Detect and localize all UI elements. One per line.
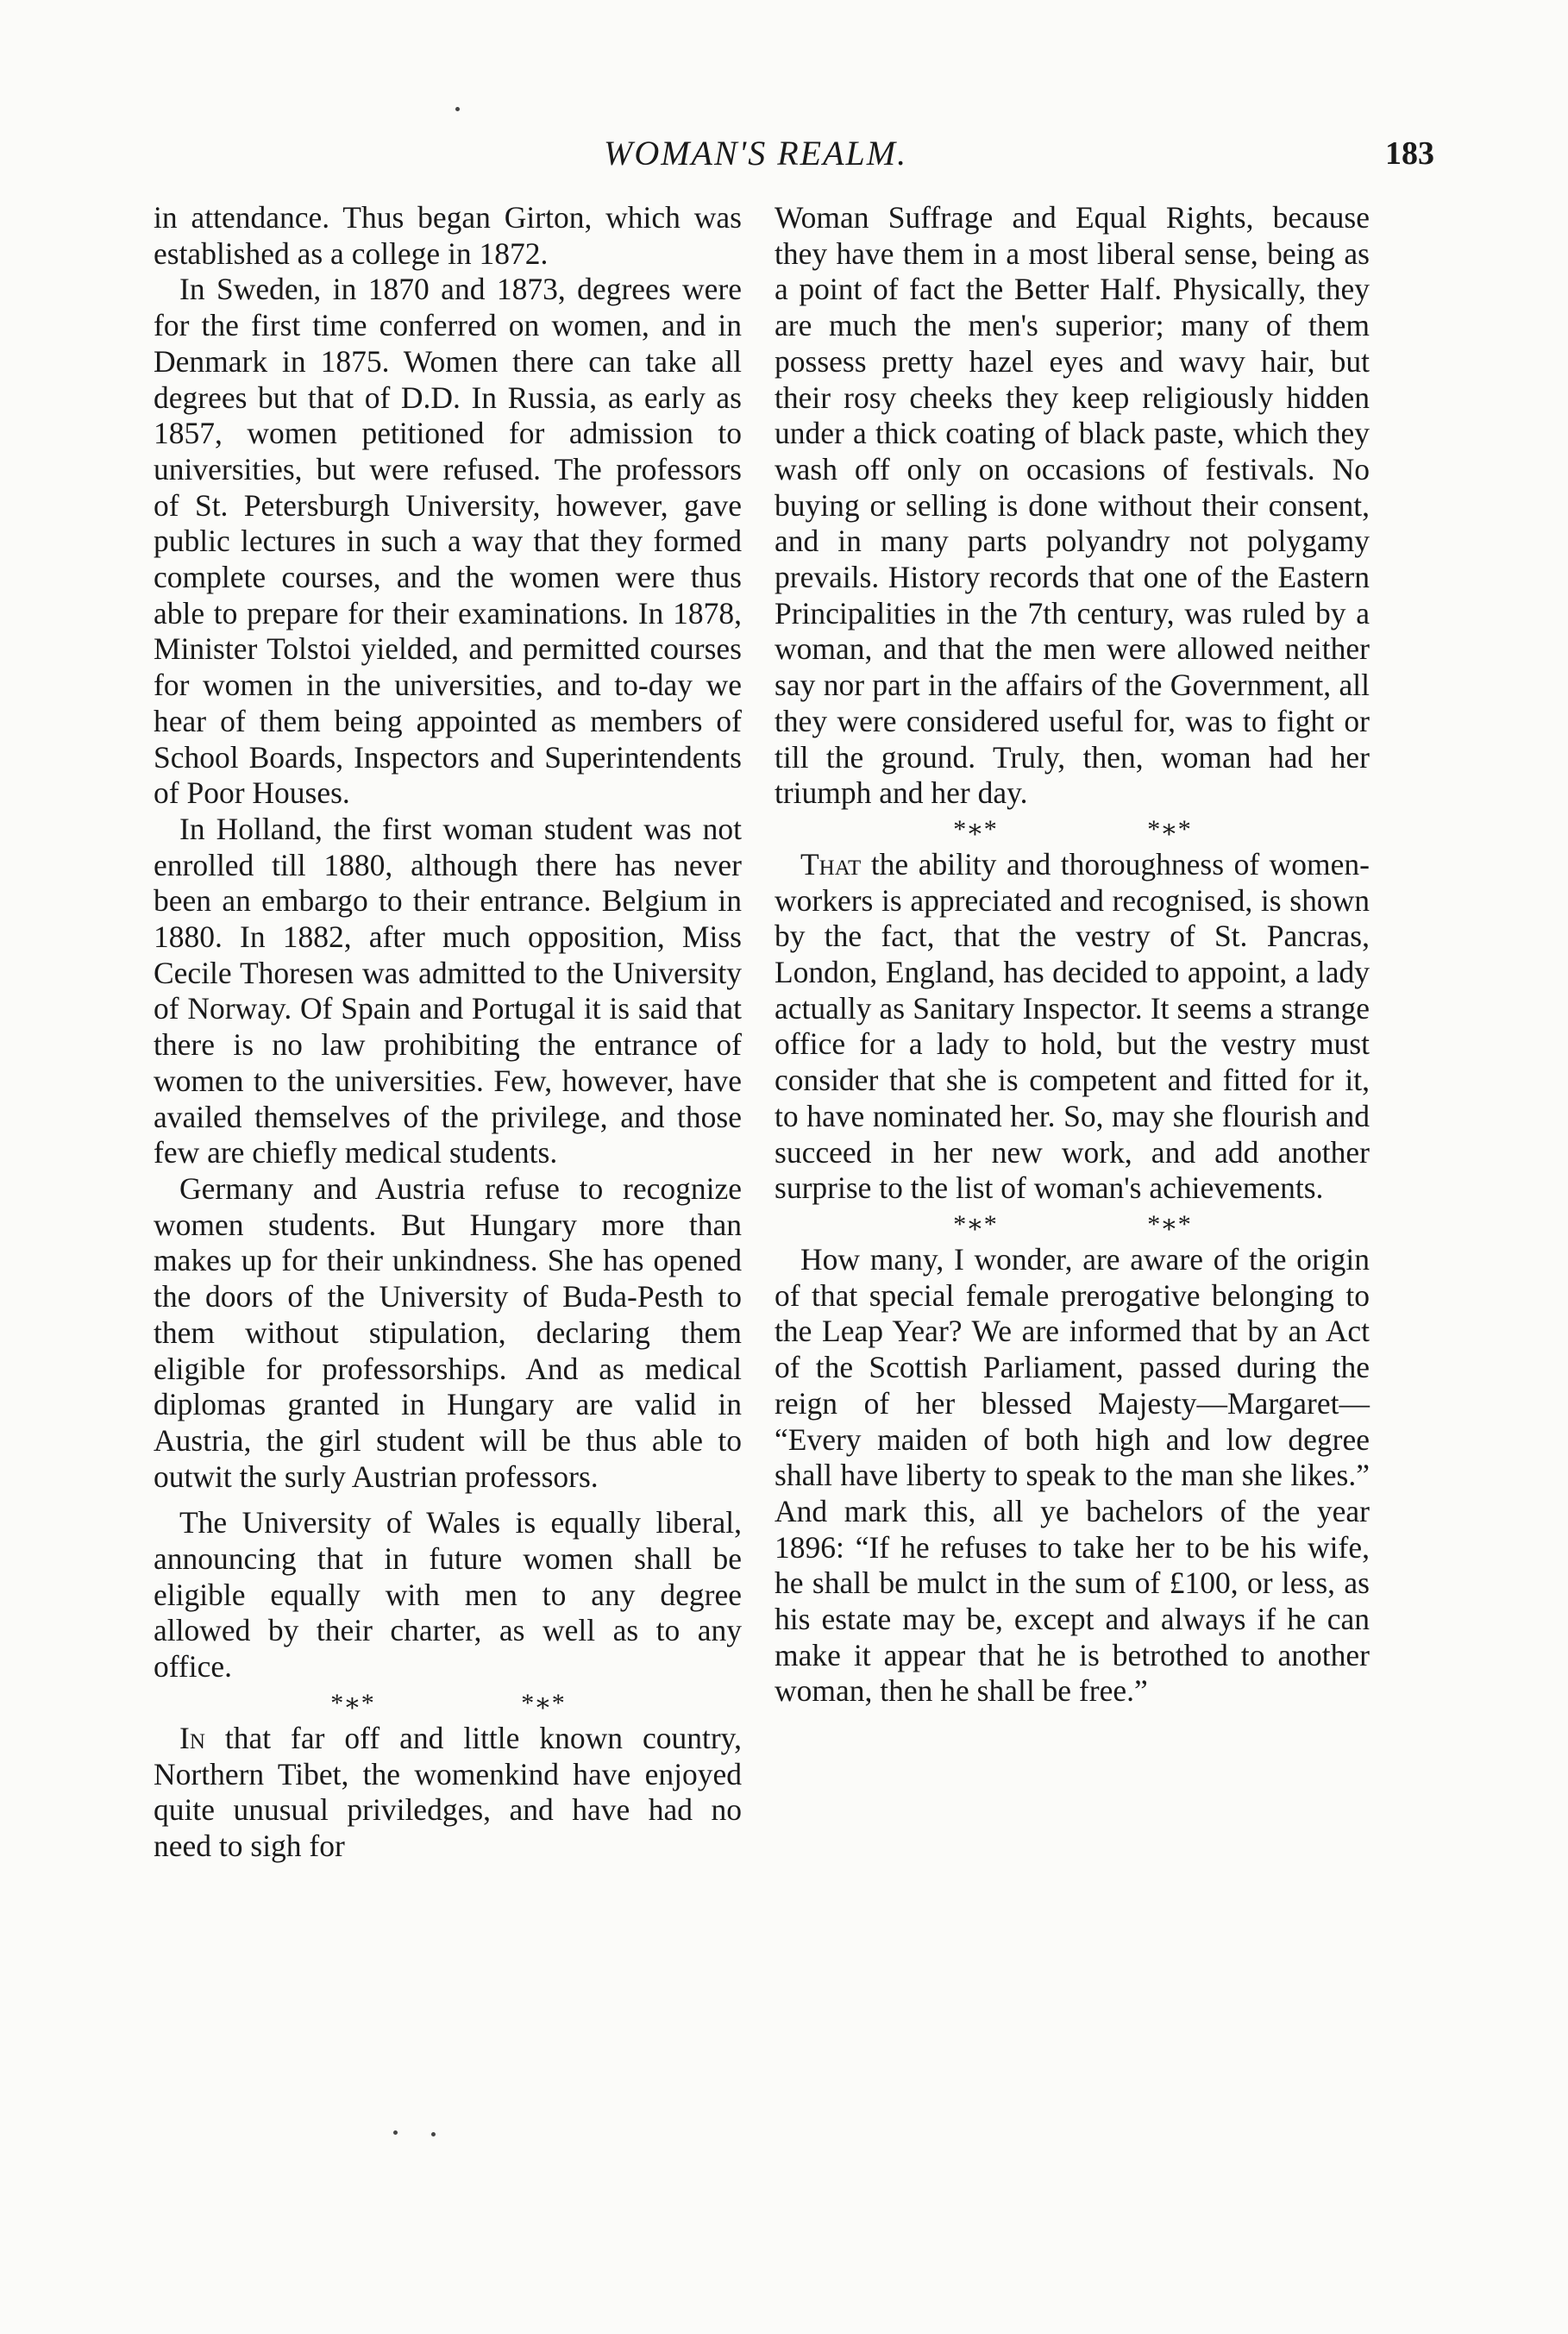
asterism: *∗* xyxy=(1147,1209,1191,1239)
paragraph: Germany and Austria refuse to recognize women students. But Hungary more than makes up for their unkindness. She has opened the doors of the University of Buda-Pesth to them without stipulation, declaring them eligible for professorships. And as medical diplomas granted in Hungary are valid in Austria, the girl student will be thus able to outwit the surly Austrian professors. xyxy=(154,1170,742,1494)
asterism: *∗* xyxy=(521,1688,565,1717)
page-number: 183 xyxy=(1385,135,1434,172)
paragraph: In Sweden, in 1870 and 1873, degrees were for the first time conferred on women, and in Denmark in 1875. Women there can take all degrees but that of D.D. In Russia, as early as 1857, women petitioned for admission to universities, but were refused. The professors of St. Petersburgh University, however, gave public lectures in such a way that they formed complete courses, and the women were thus able to prepare for their examinations. In 1878, Minister Tolstoi yielded, and permitted courses for women in the universities, and to-day we hear of them being appointed as members of School Boards, Inspectors and Superintendents of Poor Houses. xyxy=(154,272,742,811)
lead-word: That xyxy=(800,846,862,882)
paragraph: How many, I wonder, are aware of the origin of that special female prerogative belonging to the Leap Year? We are informed that by an Act of the Scottish Parliament, passed during the reign of her blessed Majesty—Margaret— “Every maiden of both high and low degree shall have liberty to speak to the man she likes.” And mark this, all ye bachelors of the year 1896: “If he refuses to take her to be his wife, he shall be mulct in the sum of £100, or less, as his estate may be, except and always if he can make it appear that he is betrothed to another woman, then he shall be free.” xyxy=(775,1241,1370,1709)
paragraph: Woman Suffrage and Equal Rights, because they have them in a most liberal sense, being as a point of fact the Better Half. Physically, they are much the men's superior; many of them possess pretty hazel eyes and wavy hair, but their rosy cheeks they keep religiously hidden under a thick coating of black paste, which they wash off only on occasions of festivals. No buying or selling is done without their consent, and in many parts polyandry not polygamy prevails. History records that one of the Eastern Principalities in the 7th century, was ruled by a woman, and that the men were allowed neither say nor part in the affairs of the Government, all they were considered useful for, was to fight or till the ground. Truly, then, woman had her triumph and her day. xyxy=(775,200,1370,811)
asterism: *∗* xyxy=(330,1688,374,1717)
asterism: *∗* xyxy=(953,814,997,844)
paragraph-text: the ability and thoroughness of women-workers is appreciated and recognised, is shown by the fact, that the vestry of St. Pancras, London, England, has decided to appoint, a lady actually as Sanitary Inspector. It seems a strange office for a lady to hold, but the vestry must consider that she is competent and fitted for it, to have nominated her. So, may she flourish and succeed in her new work, and add another surprise to the list of woman's achievements. xyxy=(775,846,1370,1206)
lead-word: In xyxy=(179,1720,205,1755)
asterism: *∗* xyxy=(953,1209,997,1239)
paragraph: The University of Wales is equally liberal, announcing that in future women shall be eligible equally with men to any degree allowed by their charter, as well as to any office. xyxy=(154,1505,742,1685)
ink-speck xyxy=(393,2130,398,2135)
ink-speck xyxy=(455,107,460,111)
left-column xyxy=(154,200,742,1865)
paragraph xyxy=(775,847,1370,1207)
right-column xyxy=(775,200,1370,1710)
section-divider xyxy=(154,1685,742,1721)
ink-speck xyxy=(431,2132,436,2136)
paragraph-text: that far off and little known country, Northern Tibet, the womenkind have enjoyed quite unusual priviledges, and have had no need to sigh for xyxy=(154,1720,742,1863)
section-divider xyxy=(775,1207,1370,1242)
paragraph xyxy=(154,1721,742,1865)
paragraph: In Holland, the first woman student was not enrolled till 1880, although there has never been an embargo to their entrance. Belgium in 1880. In 1882, after much opposition, Miss Cecile Thoresen was admitted to the University of Norway. Of Spain and Portugal it is said that there is no law prohibiting the entrance of women to the universities. Few, however, have availed themselves of the privilege, and those few are chiefly medical students. xyxy=(154,811,742,1170)
asterism: *∗* xyxy=(1147,814,1191,844)
section-divider xyxy=(775,812,1370,847)
page-header xyxy=(0,129,1568,181)
paragraph: in attendance. Thus began Girton, which was established as a college in 1872. xyxy=(154,200,742,271)
running-title: WOMAN'S REALM. xyxy=(604,134,908,173)
